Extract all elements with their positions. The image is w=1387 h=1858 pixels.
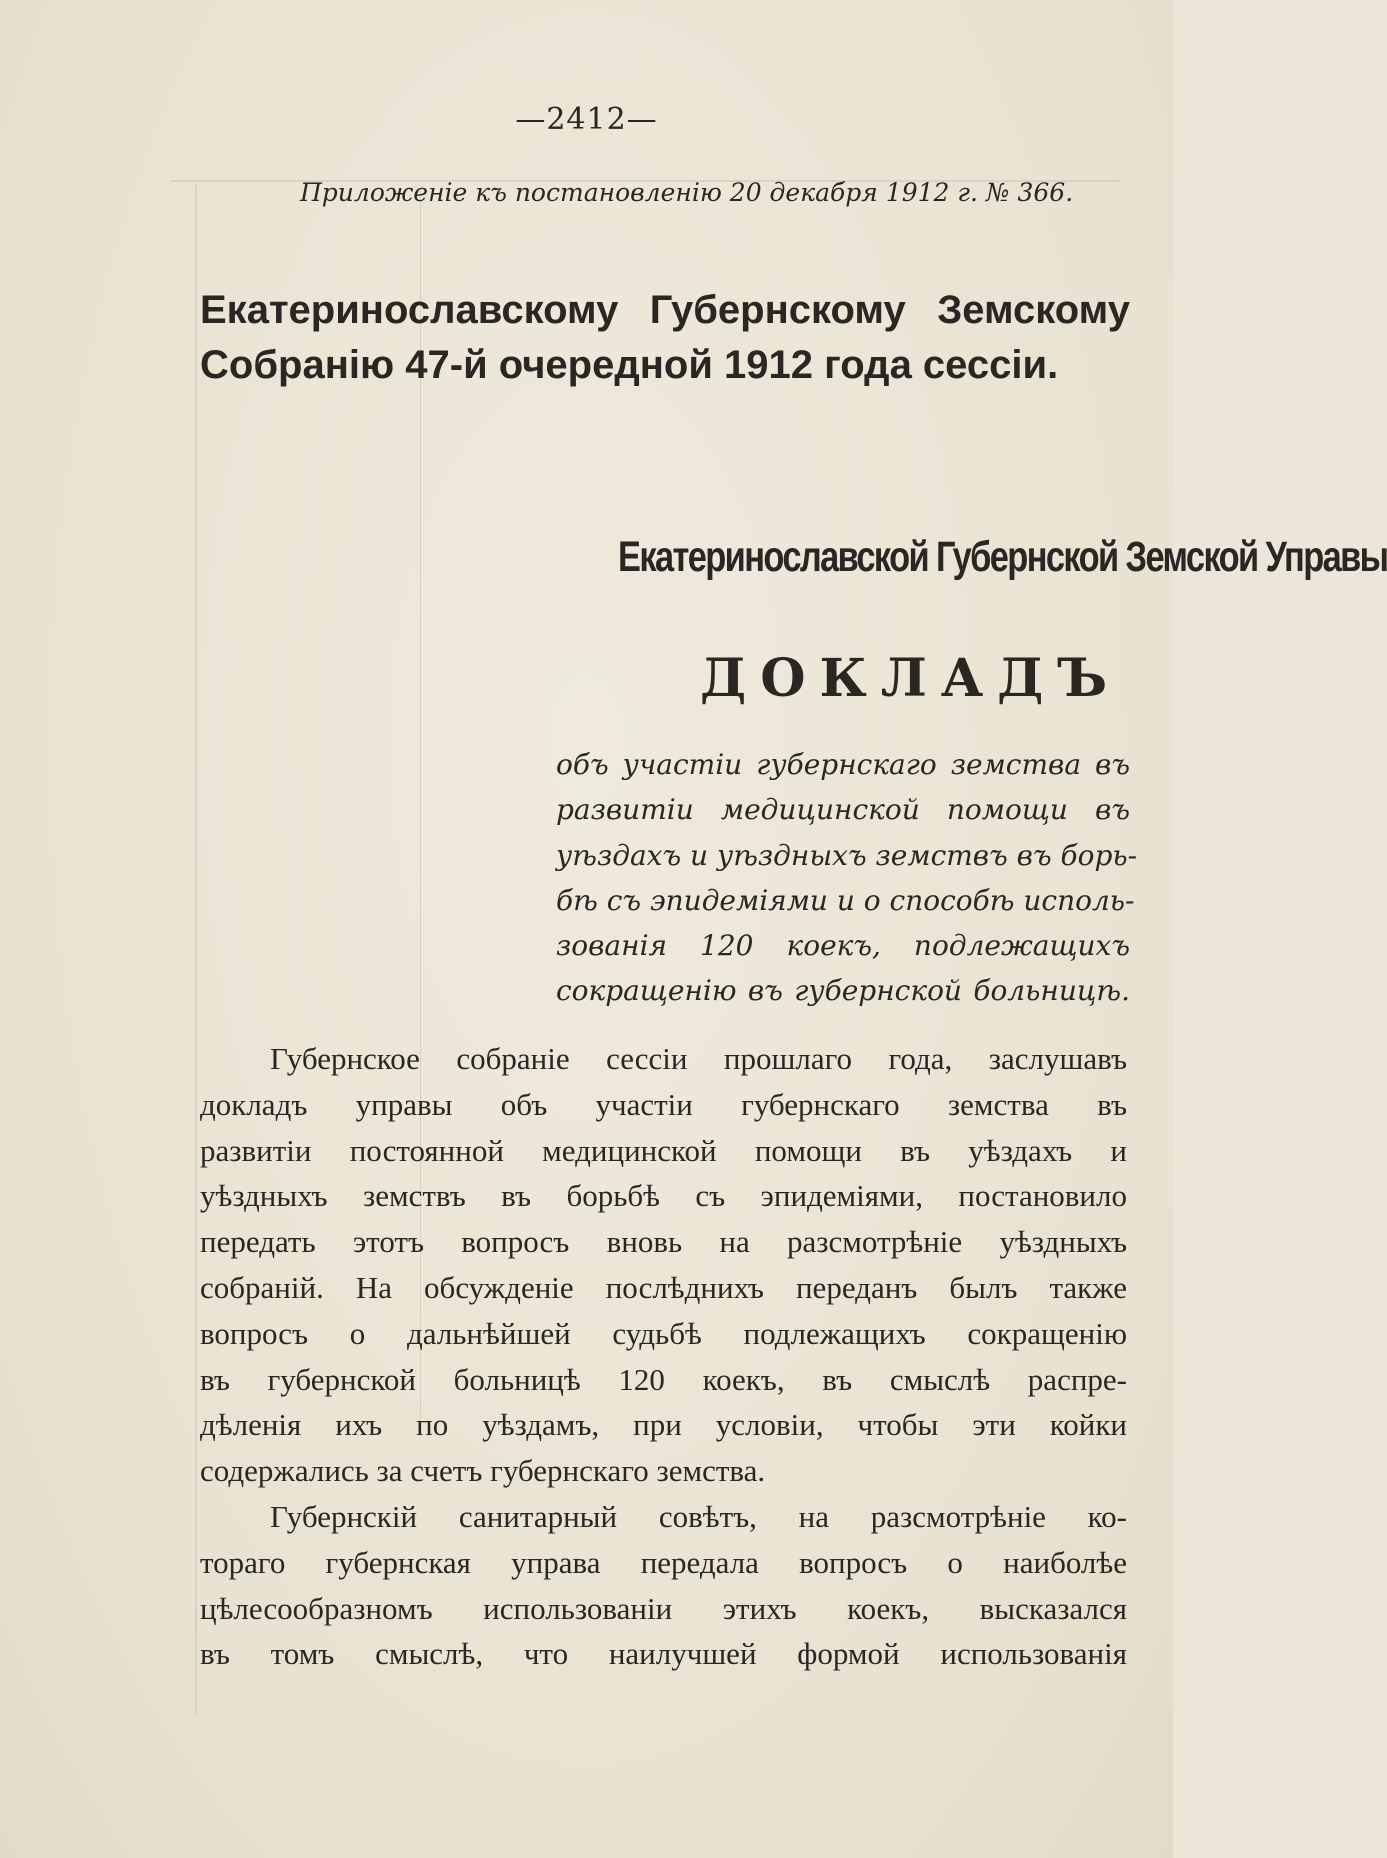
paragraph-1-line: развитіи постоянной медицинской помощи въ уѣздахъ и	[200, 1132, 1127, 1168]
document-title: Екатеринославскому Губернскому Земскому Собранію 47-й очередной 1912 года сессіи.	[200, 288, 1130, 387]
paragraph-1-line: докладъ управы объ участіи губернскаго земства въ	[200, 1086, 1127, 1122]
body-text	[200, 1036, 1127, 1677]
paragraph-1-line: вопросъ о дальнѣйшей судьбѣ подлежащихъ сокращенію	[200, 1315, 1127, 1351]
paragraph-1-line: въ губернской больницѣ 120 коекъ, въ смыслѣ распре-	[200, 1361, 1127, 1397]
subtitle-line: объ участіи губернскаго земства въ	[556, 748, 1130, 781]
paragraph-1-line: дѣленія ихъ по уѣздамъ, при условіи, чтобы эти койки	[200, 1407, 1127, 1443]
bleed-through-rule	[195, 185, 197, 1715]
report-subtitle	[556, 742, 1138, 1014]
paragraph-1-line: передать этотъ вопросъ вновь на разсмотрѣніе уѣздныхъ	[200, 1224, 1127, 1260]
board-name: Екатеринославской Губернской Земской Управы	[618, 533, 1387, 581]
paragraph-1-line: собраній. На обсужденіе послѣднихъ переданъ былъ также	[200, 1269, 1127, 1305]
paragraph-2-line: въ томъ смыслѣ, что наилучшей формой использованія	[200, 1636, 1127, 1672]
subtitle-line: бѣ съ эпидеміями и о способѣ исполь-	[556, 883, 1135, 917]
report-heading: ДОКЛАДЪ	[700, 648, 1122, 709]
paragraph-2-line: Губернскій санитарный совѣтъ, на разсмотрѣніе ко-	[270, 1498, 1127, 1534]
appendix-note: Приложеніе къ постановленію 20 декабря 1912 г. № 366.	[300, 178, 1074, 207]
paragraph-1-line: Губернское собраніе сессіи прошлаго года, заслушавъ	[270, 1041, 1127, 1076]
paragraph-2-line: цѣлесообразномъ использованіи этихъ коекъ, высказался	[200, 1590, 1127, 1626]
paragraph-2-line: тораго губернская управа передала вопросъ о наиболѣе	[200, 1544, 1127, 1580]
paragraph-1-line: уѣздныхъ земствъ въ борьбѣ съ эпидеміями, постановило	[200, 1178, 1127, 1214]
subtitle-line: уѣздахъ и уѣздныхъ земствъ въ борь-	[556, 838, 1138, 872]
subtitle-line: зованія 120 коекъ, подлежащихъ	[556, 929, 1130, 963]
subtitle-line: развитіи медицинской помощи въ	[556, 793, 1130, 827]
paragraph-1-line: содержались за счетъ губернскаго земства.	[200, 1453, 766, 1489]
subtitle-line: сокращенію въ губернской больницѣ.	[556, 974, 1130, 1008]
page-number: —2412—	[515, 102, 658, 137]
